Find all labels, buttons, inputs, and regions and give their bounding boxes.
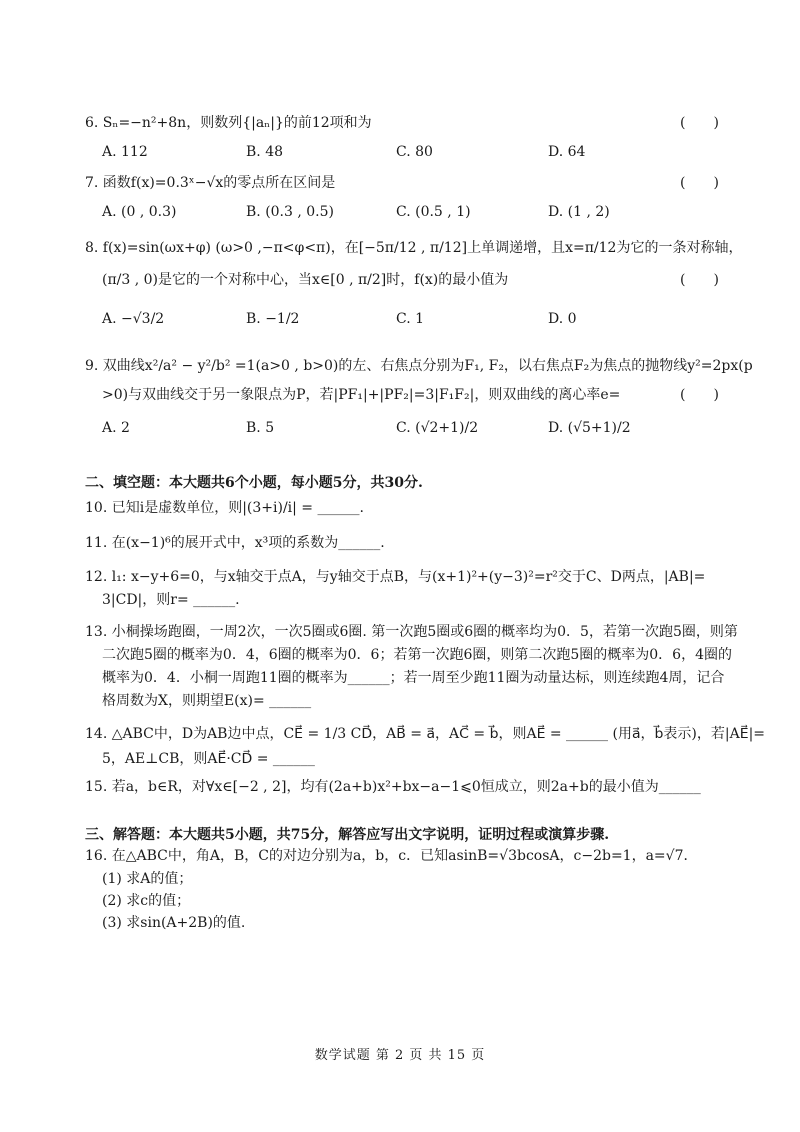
option-d: D. (√5+1)/2 xyxy=(548,420,631,436)
question-14-line2: 5，AE⊥CB，则AE⃗·CD⃗ = ______ xyxy=(102,751,315,767)
question-6-stem: 6. Sₙ=−n²+8n，则数列{|aₙ|}的前12项和为 xyxy=(85,115,372,131)
option-d: D. 0 xyxy=(548,311,577,327)
question-13-line3: 概率为0．4．小桐一周跑11圈的概率为______；若一周至少跑11圈为动量达标，则连续跑4周，记合 xyxy=(102,670,725,686)
question-10: 10. 已知i是虚数单位，则|(3+i)/i| = ______. xyxy=(85,500,364,516)
question-8-stem-line2: (π/3 , 0)是它的一个对称中心，当x∈[0 , π/2]时，f(x)的最小值为 xyxy=(102,272,509,288)
option-b: B. −1/2 xyxy=(246,311,300,327)
question-16-part-1: (1) 求A的值； xyxy=(102,871,193,887)
option-c: C. 80 xyxy=(396,144,433,160)
question-8-stem-line1: 8. f(x)=sin(ωx+φ) (ω>0 ,−π<φ<π)，在[−5π/12 , π/12]上单调递增，且x=π/12为它的一条对称轴， xyxy=(85,240,743,256)
option-c: C. 1 xyxy=(396,311,425,327)
section-heading-fill-in: 二、填空题：本大题共6个小题，每小题5分，共30分. xyxy=(85,475,423,491)
option-a: A. −√3/2 xyxy=(102,311,165,327)
question-12-line1: 12. l₁: x−y+6=0，与x轴交于点A，与y轴交于点B，与(x+1)²+(y−3)²=r²交于C、D两点，|AB|= xyxy=(85,569,706,585)
question-13-line4: 格周数为X，则期望E(x)= ______ xyxy=(102,693,312,709)
question-7-stem: 7. 函数f(x)=0.3ˣ−√x的零点所在区间是 xyxy=(85,175,336,191)
option-b: B. 5 xyxy=(246,420,275,436)
answer-bracket: ( ) xyxy=(680,175,719,191)
option-d: D. (1 , 2) xyxy=(548,204,610,220)
question-13-line1: 13. 小桐操场跑圈，一周2次，一次5圈或6圈. 第一次跑5圈或6圈的概率均为0．5，若第一次跑5圈，则第 xyxy=(85,624,738,640)
question-16-stem: 16. 在△ABC中，角A，B，C的对边分别为a，b，c．已知asinB=√3bcosA，c−2b=1，a=√7． xyxy=(85,848,698,864)
question-9-stem-line1: 9. 双曲线x²/a² − y²/b² =1(a>0 , b>0)的左、右焦点分别为F₁, F₂，以右焦点F₂为焦点的抛物线y²=2px(p xyxy=(85,358,753,374)
question-12-line2: 3|CD|，则r= ______. xyxy=(102,592,240,608)
question-16-part-3: (3) 求sin(A+2B)的值. xyxy=(102,915,246,931)
page-footer: 数学试题 第 2 页 共 15 页 xyxy=(314,1048,486,1063)
question-9-stem-line2: >0)与双曲线交于另一象限点为P，若|PF₁|+|PF₂|=3|F₁F₂|，则双曲线的离心率e= xyxy=(102,387,621,403)
option-a: A. 112 xyxy=(102,144,148,160)
question-14-line1: 14. △ABC中，D为AB边中点，CE⃗ = 1/3 CD⃗，AB⃗ = a⃗，AC⃗ = b⃗，则AE⃗ = ______ (用a⃗，b⃗表示)，若|AE⃗|= xyxy=(85,726,766,742)
answer-bracket: ( ) xyxy=(680,115,719,131)
question-11: 11. 在(x−1)⁶的展开式中，x³项的系数为______. xyxy=(85,535,385,551)
section-heading-solutions: 三、解答题：本大题共5小题，共75分，解答应写出文字说明，证明过程或演算步骤. xyxy=(85,827,610,843)
option-b: B. 48 xyxy=(246,144,284,160)
answer-bracket: ( ) xyxy=(680,272,719,288)
question-16-part-2: (2) 求c的值； xyxy=(102,893,191,909)
option-c: C. (0.5 , 1) xyxy=(396,204,471,220)
option-c: C. (√2+1)/2 xyxy=(396,420,479,436)
option-d: D. 64 xyxy=(548,144,586,160)
option-a: A. 2 xyxy=(102,420,130,436)
option-b: B. (0.3 , 0.5) xyxy=(246,204,334,220)
question-13-line2: 二次跑5圈的概率为0．4，6圈的概率为0．6；若第一次跑6圈，则第二次跑5圈的概率为0．6，4圈的 xyxy=(102,647,732,663)
option-a: A. (0 , 0.3) xyxy=(102,204,177,220)
question-15: 15. 若a，b∈R，对∀x∈[−2 , 2]，均有(2a+b)x²+bx−a−1⩽0恒成立，则2a+b的最小值为______ xyxy=(85,779,701,795)
answer-bracket: ( ) xyxy=(680,387,719,403)
